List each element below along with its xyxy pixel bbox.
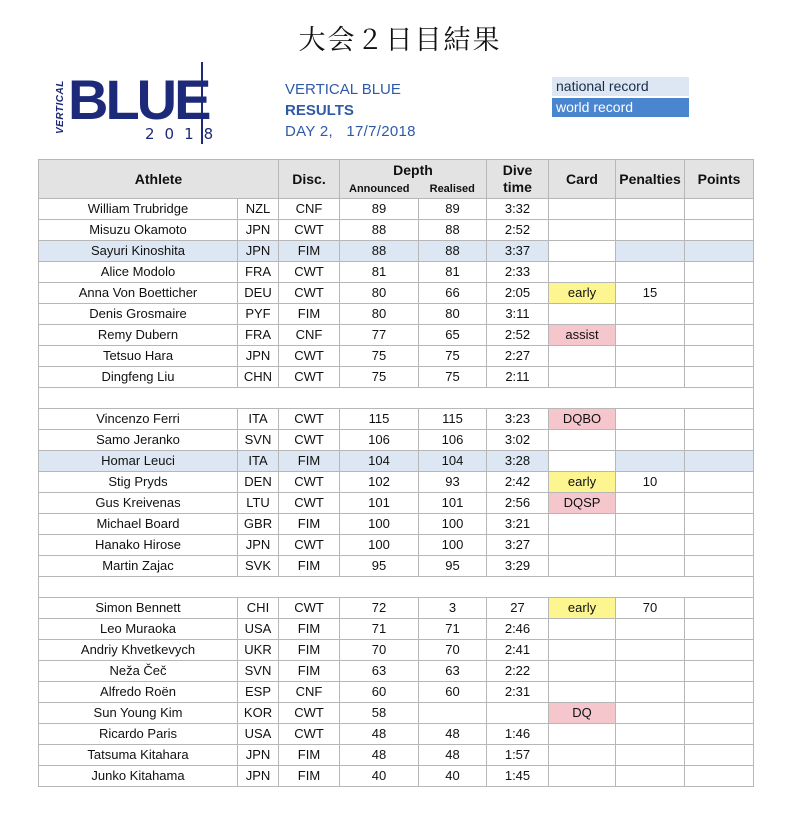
discipline-cell: FIM: [279, 766, 340, 787]
header-realised: Realised: [419, 180, 487, 199]
table-row: [39, 514, 754, 535]
athlete-name-cell: Hanako Hirose: [39, 535, 238, 556]
athlete-name-cell: Samo Jeranko: [39, 430, 238, 451]
table-row: [39, 262, 754, 283]
card-cell: assist: [549, 325, 616, 346]
card-cell: [549, 514, 616, 535]
athlete-name-cell: Simon Bennett: [39, 598, 238, 619]
penalties-cell: [616, 346, 685, 367]
card-cell: early: [549, 283, 616, 304]
realised-depth-cell: 65: [419, 325, 487, 346]
athlete-name-cell: Dingfeng Liu: [39, 367, 238, 388]
announced-depth-cell: 81: [340, 262, 419, 283]
points-cell: [685, 682, 754, 703]
header-announced: Announced: [340, 180, 419, 199]
announced-depth-cell: 71: [340, 619, 419, 640]
event-date: DAY 2, 17/7/2018: [285, 123, 416, 140]
athlete-name-cell: Martin Zajac: [39, 556, 238, 577]
discipline-cell: CWT: [279, 535, 340, 556]
country-code-cell: DEU: [238, 283, 279, 304]
table-row: [39, 661, 754, 682]
card-cell: [549, 241, 616, 262]
dive-time-cell: 3:11: [487, 304, 549, 325]
discipline-cell: CWT: [279, 409, 340, 430]
penalties-cell: [616, 556, 685, 577]
vertical-blue-logo: [55, 62, 255, 147]
realised-depth-cell: [419, 703, 487, 724]
realised-depth-cell: 48: [419, 745, 487, 766]
athlete-name-cell: Tetsuo Hara: [39, 346, 238, 367]
athlete-name-cell: Homar Leuci: [39, 451, 238, 472]
dive-time-cell: 1:46: [487, 724, 549, 745]
realised-depth-cell: 3: [419, 598, 487, 619]
dive-time-cell: 2:46: [487, 619, 549, 640]
card-cell: [549, 199, 616, 220]
athlete-name-cell: Misuzu Okamoto: [39, 220, 238, 241]
table-row: [39, 241, 754, 262]
table-row: [39, 640, 754, 661]
card-cell: [549, 535, 616, 556]
country-code-cell: FRA: [238, 325, 279, 346]
table-row: [39, 451, 754, 472]
discipline-cell: FIM: [279, 451, 340, 472]
event-name: VERTICAL BLUE: [285, 81, 401, 98]
record-legend: [552, 77, 689, 117]
card-cell: [549, 766, 616, 787]
country-code-cell: DEN: [238, 472, 279, 493]
table-row: [39, 325, 754, 346]
dive-time-cell: 3:27: [487, 535, 549, 556]
table-row: [39, 766, 754, 787]
table-row: [39, 703, 754, 724]
dive-time-cell: 27: [487, 598, 549, 619]
card-cell: early: [549, 472, 616, 493]
card-cell: [549, 430, 616, 451]
header-points: Points: [685, 160, 754, 199]
country-code-cell: JPN: [238, 745, 279, 766]
athlete-name-cell: Andriy Khvetkevych: [39, 640, 238, 661]
card-cell: [549, 304, 616, 325]
dive-time-cell: 3:29: [487, 556, 549, 577]
penalties-cell: [616, 451, 685, 472]
athlete-name-cell: Neža Čeč: [39, 661, 238, 682]
header-dive-time: [487, 160, 549, 199]
discipline-cell: CWT: [279, 493, 340, 514]
penalties-cell: [616, 430, 685, 451]
discipline-cell: FIM: [279, 514, 340, 535]
realised-depth-cell: 93: [419, 472, 487, 493]
discipline-cell: FIM: [279, 556, 340, 577]
points-cell: [685, 703, 754, 724]
points-cell: [685, 556, 754, 577]
announced-depth-cell: 88: [340, 220, 419, 241]
announced-depth-cell: 48: [340, 745, 419, 766]
points-cell: [685, 598, 754, 619]
discipline-cell: FIM: [279, 241, 340, 262]
points-cell: [685, 346, 754, 367]
athlete-name-cell: Vincenzo Ferri: [39, 409, 238, 430]
logo-year: 2018: [145, 125, 224, 143]
header-penalties: Penalties: [616, 160, 685, 199]
dive-time-cell: 2:56: [487, 493, 549, 514]
table-row: [39, 682, 754, 703]
penalties-cell: [616, 682, 685, 703]
realised-depth-cell: 88: [419, 241, 487, 262]
table-row: [39, 304, 754, 325]
penalties-cell: [616, 724, 685, 745]
points-cell: [685, 514, 754, 535]
announced-depth-cell: 70: [340, 640, 419, 661]
athlete-name-cell: Alfredo Roën: [39, 682, 238, 703]
points-cell: [685, 304, 754, 325]
card-cell: DQSP: [549, 493, 616, 514]
card-cell: [549, 451, 616, 472]
discipline-cell: CWT: [279, 283, 340, 304]
dive-time-cell: 2:52: [487, 220, 549, 241]
header-dive-time-line2: time: [503, 179, 532, 195]
athlete-name-cell: Alice Modolo: [39, 262, 238, 283]
discipline-cell: FIM: [279, 619, 340, 640]
country-code-cell: SVN: [238, 661, 279, 682]
penalties-cell: [616, 262, 685, 283]
penalties-cell: [616, 220, 685, 241]
page-title: 大会２日目結果: [298, 25, 502, 56]
penalties-cell: [616, 409, 685, 430]
realised-depth-cell: 88: [419, 220, 487, 241]
dive-time-cell: 2:31: [487, 682, 549, 703]
country-code-cell: JPN: [238, 346, 279, 367]
card-cell: [549, 619, 616, 640]
dive-time-cell: 3:32: [487, 199, 549, 220]
table-row: [39, 724, 754, 745]
penalties-cell: [616, 493, 685, 514]
logo-vertical-text: VERTICAL: [55, 80, 66, 134]
realised-depth-cell: 75: [419, 346, 487, 367]
penalties-cell: [616, 514, 685, 535]
announced-depth-cell: 89: [340, 199, 419, 220]
announced-depth-cell: 48: [340, 724, 419, 745]
points-cell: [685, 745, 754, 766]
points-cell: [685, 661, 754, 682]
dive-time-cell: 2:42: [487, 472, 549, 493]
dive-time-cell: 2:52: [487, 325, 549, 346]
dive-time-cell: 2:27: [487, 346, 549, 367]
athlete-name-cell: Ricardo Paris: [39, 724, 238, 745]
discipline-cell: CNF: [279, 682, 340, 703]
announced-depth-cell: 100: [340, 514, 419, 535]
results-table: [38, 159, 754, 787]
announced-depth-cell: 80: [340, 304, 419, 325]
announced-depth-cell: 104: [340, 451, 419, 472]
realised-depth-cell: 60: [419, 682, 487, 703]
points-cell: [685, 493, 754, 514]
points-cell: [685, 262, 754, 283]
group-spacer-row: [39, 577, 754, 598]
table-row: [39, 430, 754, 451]
announced-depth-cell: 95: [340, 556, 419, 577]
card-cell: DQBO: [549, 409, 616, 430]
discipline-cell: CWT: [279, 598, 340, 619]
discipline-cell: CWT: [279, 220, 340, 241]
dive-time-cell: 3:23: [487, 409, 549, 430]
points-cell: [685, 199, 754, 220]
announced-depth-cell: 115: [340, 409, 419, 430]
card-cell: [549, 220, 616, 241]
card-cell: [549, 346, 616, 367]
penalties-cell: [616, 535, 685, 556]
points-cell: [685, 640, 754, 661]
table-row: [39, 556, 754, 577]
table-row: [39, 346, 754, 367]
penalties-cell: [616, 661, 685, 682]
announced-depth-cell: 106: [340, 430, 419, 451]
athlete-name-cell: Sayuri Kinoshita: [39, 241, 238, 262]
card-cell: [549, 556, 616, 577]
penalties-cell: [616, 640, 685, 661]
penalties-cell: 70: [616, 598, 685, 619]
dive-time-cell: 2:11: [487, 367, 549, 388]
country-code-cell: JPN: [238, 535, 279, 556]
country-code-cell: PYF: [238, 304, 279, 325]
athlete-name-cell: Michael Board: [39, 514, 238, 535]
card-cell: DQ: [549, 703, 616, 724]
athlete-name-cell: Junko Kitahama: [39, 766, 238, 787]
points-cell: [685, 283, 754, 304]
dive-time-cell: 1:57: [487, 745, 549, 766]
discipline-cell: FIM: [279, 745, 340, 766]
realised-depth-cell: 40: [419, 766, 487, 787]
announced-depth-cell: 75: [340, 346, 419, 367]
realised-depth-cell: 70: [419, 640, 487, 661]
penalties-cell: [616, 241, 685, 262]
penalties-cell: [616, 766, 685, 787]
table-row: [39, 199, 754, 220]
discipline-cell: FIM: [279, 304, 340, 325]
realised-depth-cell: 81: [419, 262, 487, 283]
announced-depth-cell: 63: [340, 661, 419, 682]
spacer-cell: [39, 388, 754, 409]
points-cell: [685, 724, 754, 745]
realised-depth-cell: 89: [419, 199, 487, 220]
dive-time-cell: 2:41: [487, 640, 549, 661]
card-cell: [549, 682, 616, 703]
points-cell: [685, 766, 754, 787]
country-code-cell: ITA: [238, 409, 279, 430]
table-row: [39, 283, 754, 304]
results-body: [39, 199, 754, 787]
dive-time-cell: 3:21: [487, 514, 549, 535]
penalties-cell: [616, 619, 685, 640]
discipline-cell: CWT: [279, 262, 340, 283]
realised-depth-cell: 100: [419, 514, 487, 535]
table-row: [39, 472, 754, 493]
points-cell: [685, 451, 754, 472]
country-code-cell: KOR: [238, 703, 279, 724]
card-cell: [549, 367, 616, 388]
country-code-cell: SVK: [238, 556, 279, 577]
realised-depth-cell: 101: [419, 493, 487, 514]
penalties-cell: [616, 367, 685, 388]
realised-depth-cell: 71: [419, 619, 487, 640]
discipline-cell: CWT: [279, 367, 340, 388]
discipline-cell: FIM: [279, 661, 340, 682]
country-code-cell: GBR: [238, 514, 279, 535]
dive-time-cell: 2:33: [487, 262, 549, 283]
dive-time-cell: 3:37: [487, 241, 549, 262]
realised-depth-cell: 115: [419, 409, 487, 430]
discipline-cell: CNF: [279, 325, 340, 346]
header-athlete: Athlete: [39, 160, 279, 199]
discipline-cell: CWT: [279, 472, 340, 493]
athlete-name-cell: Tatsuma Kitahara: [39, 745, 238, 766]
country-code-cell: CHI: [238, 598, 279, 619]
realised-depth-cell: 104: [419, 451, 487, 472]
realised-depth-cell: 63: [419, 661, 487, 682]
table-row: [39, 535, 754, 556]
card-cell: [549, 661, 616, 682]
points-cell: [685, 619, 754, 640]
athlete-name-cell: Leo Muraoka: [39, 619, 238, 640]
country-code-cell: USA: [238, 724, 279, 745]
table-row: [39, 367, 754, 388]
results-label: RESULTS: [285, 102, 354, 119]
country-code-cell: ESP: [238, 682, 279, 703]
table-row: [39, 409, 754, 430]
spacer-cell: [39, 577, 754, 598]
dive-time-cell: 3:02: [487, 430, 549, 451]
points-cell: [685, 472, 754, 493]
penalties-cell: [616, 745, 685, 766]
realised-depth-cell: 80: [419, 304, 487, 325]
country-code-cell: LTU: [238, 493, 279, 514]
athlete-name-cell: Anna Von Boetticher: [39, 283, 238, 304]
penalties-cell: [616, 703, 685, 724]
header-card: Card: [549, 160, 616, 199]
announced-depth-cell: 72: [340, 598, 419, 619]
country-code-cell: SVN: [238, 430, 279, 451]
points-cell: [685, 430, 754, 451]
announced-depth-cell: 101: [340, 493, 419, 514]
table-row: [39, 598, 754, 619]
announced-depth-cell: 75: [340, 367, 419, 388]
realised-depth-cell: 66: [419, 283, 487, 304]
legend-national-record: national record: [552, 77, 689, 96]
athlete-name-cell: Stig Pryds: [39, 472, 238, 493]
realised-depth-cell: 106: [419, 430, 487, 451]
dive-time-cell: [487, 703, 549, 724]
country-code-cell: JPN: [238, 766, 279, 787]
country-code-cell: JPN: [238, 220, 279, 241]
athlete-name-cell: William Trubridge: [39, 199, 238, 220]
dive-time-cell: 1:45: [487, 766, 549, 787]
announced-depth-cell: 77: [340, 325, 419, 346]
realised-depth-cell: 48: [419, 724, 487, 745]
athlete-name-cell: Sun Young Kim: [39, 703, 238, 724]
points-cell: [685, 241, 754, 262]
header-depth: Depth: [340, 160, 487, 181]
card-cell: [549, 640, 616, 661]
announced-depth-cell: 102: [340, 472, 419, 493]
table-row: [39, 745, 754, 766]
penalties-cell: 10: [616, 472, 685, 493]
athlete-name-cell: Denis Grosmaire: [39, 304, 238, 325]
card-cell: [549, 745, 616, 766]
announced-depth-cell: 100: [340, 535, 419, 556]
table-row: [39, 493, 754, 514]
announced-depth-cell: 60: [340, 682, 419, 703]
country-code-cell: ITA: [238, 451, 279, 472]
card-cell: early: [549, 598, 616, 619]
header-disc: Disc.: [279, 160, 340, 199]
realised-depth-cell: 75: [419, 367, 487, 388]
card-cell: [549, 724, 616, 745]
group-spacer-row: [39, 388, 754, 409]
announced-depth-cell: 88: [340, 241, 419, 262]
announced-depth-cell: 58: [340, 703, 419, 724]
event-info: [285, 79, 416, 142]
country-code-cell: FRA: [238, 262, 279, 283]
country-code-cell: UKR: [238, 640, 279, 661]
discipline-cell: CWT: [279, 703, 340, 724]
penalties-cell: 15: [616, 283, 685, 304]
penalties-cell: [616, 304, 685, 325]
realised-depth-cell: 100: [419, 535, 487, 556]
athlete-name-cell: Gus Kreivenas: [39, 493, 238, 514]
discipline-cell: CWT: [279, 724, 340, 745]
card-cell: [549, 262, 616, 283]
table-row: [39, 220, 754, 241]
dive-time-cell: 2:22: [487, 661, 549, 682]
dive-time-cell: 2:05: [487, 283, 549, 304]
points-cell: [685, 220, 754, 241]
country-code-cell: JPN: [238, 241, 279, 262]
penalties-cell: [616, 199, 685, 220]
points-cell: [685, 367, 754, 388]
announced-depth-cell: 40: [340, 766, 419, 787]
discipline-cell: CWT: [279, 430, 340, 451]
header-dive-time-line1: Dive: [502, 162, 533, 178]
legend-world-record: world record: [552, 98, 689, 117]
points-cell: [685, 325, 754, 346]
dive-time-cell: 3:28: [487, 451, 549, 472]
discipline-cell: FIM: [279, 640, 340, 661]
country-code-cell: NZL: [238, 199, 279, 220]
points-cell: [685, 409, 754, 430]
table-row: [39, 619, 754, 640]
penalties-cell: [616, 325, 685, 346]
country-code-cell: CHN: [238, 367, 279, 388]
realised-depth-cell: 95: [419, 556, 487, 577]
logo-word: BLUE: [68, 68, 209, 131]
announced-depth-cell: 80: [340, 283, 419, 304]
country-code-cell: USA: [238, 619, 279, 640]
discipline-cell: CWT: [279, 346, 340, 367]
points-cell: [685, 535, 754, 556]
discipline-cell: CNF: [279, 199, 340, 220]
athlete-name-cell: Remy Dubern: [39, 325, 238, 346]
